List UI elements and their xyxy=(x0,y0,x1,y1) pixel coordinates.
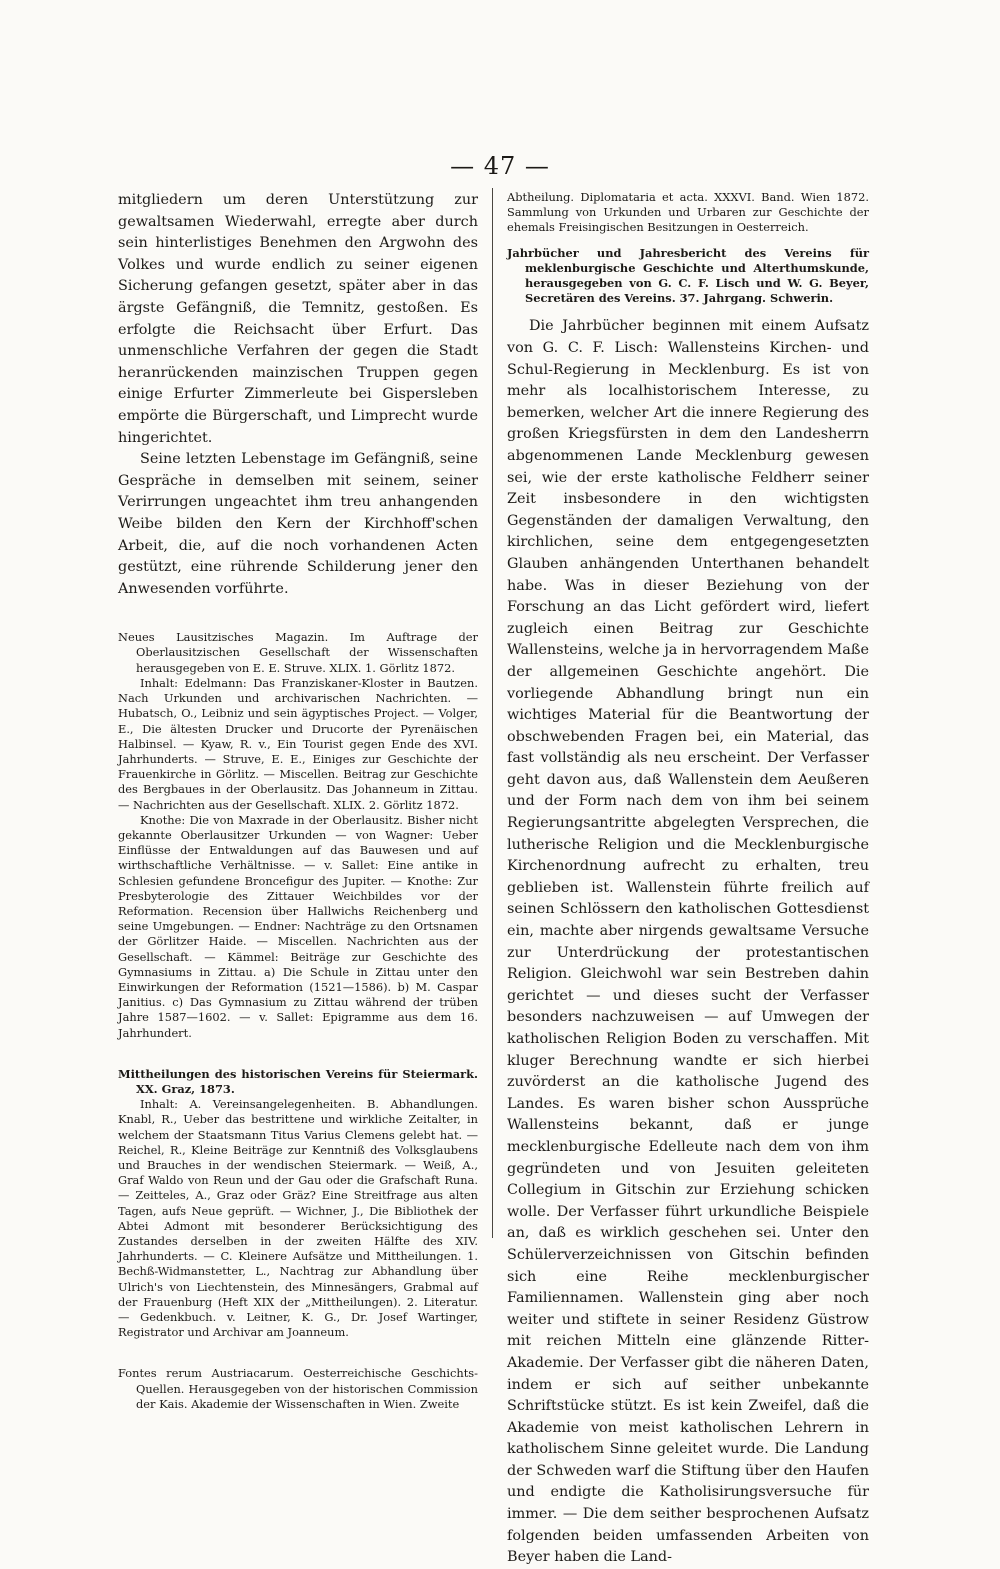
column-divider xyxy=(492,188,493,1238)
spacer xyxy=(118,1041,478,1067)
entry-title-meklenburg: Jahrbücher und Jahresbericht des Vereins für meklenburgische Geschichte und Alterthumskunde, herausgegeben von G. C. F. Lisch und W. G. Beyer, Secretären des Vereins. 37. Jahrgang. Schwerin. xyxy=(507,245,869,306)
spacer xyxy=(507,236,869,246)
entry-fontes-continued: Abtheilung. Diplomataria et acta. XXXVI. Band. Wien 1872. Sammlung von Urkunden und Urbaren zur Geschichte der ehemals Freisingischen Besitzungen in Oesterreich. xyxy=(507,190,869,235)
left-paragraph-1: mitgliedern um deren Unterstützung zur gewaltsamen Wiederwahl, erregte aber durch sein hinterlistiges Benehmen den Argwohn des Volkes und wurde endlich zu seiner eigenen Sicherung gefangen gesetzt, später aber in das ärgste Gefängniß, die Temnitz, gestoßen. Es erfolgte die Reichsacht über Erfurt. Das unmenschliche Verfahren der gegen die Stadt heranrückenden mainzischen Truppen gegen einige Erfurter Zimmerleute bei Gispersleben empörte die Bürgerschaft, und Limprecht wurde hingerichtet. xyxy=(118,192,478,446)
spacer xyxy=(118,600,478,630)
entry-content-lausitz-1: Inhalt: Edelmann: Das Franziskaner-Kloster in Bautzen. Nach Urkunden und archivarischen Nachrichten. — Hubatsch, O., Leibniz und sein ägyptisches Project. — Volger, E., Die ältesten Drucker und Drucorte der Pyrenäischen Halbinsel. — Kyaw, R. v., Ein Tourist gegen Ende des XVI. Jahrhunderts. — Struve, E. E., Einiges zur Geschichte der Frauenkirche in Görlitz. — Miscellen. Beitrag zur Geschichte des Bergbaues in der Oberlausitz. Das Johanneum in Zittau. — Nachrichten aus der Gesellschaft. XLIX. 2. Görlitz 1872. xyxy=(118,675,478,812)
left-column xyxy=(118,190,478,1411)
entry-content-lausitz-2: Knothe: Die von Maxrade in der Oberlausitz. Bisher nicht gekannte Oberlausitzer Urkunden — von Wagner: Ueber Einflüsse der Entwaldungen auf das Bauwesen und auf wirthschaftliche Verhältnisse. — v. Sallet: Eine antike in Schlesien gefundene Broncefigur des Jupiter. — Knothe: Zur Presbyterologie des Zittauer Weichbildes vor der Reformation. Recension über Hallwichs Reichenberg und seine Umgebungen. — Endner: Nachträge zu den Ortsnamen der Görlitzer Haide. — Miscellen. Nachrichten aus der Gesellschaft. — Kämmel: Beiträge zur Geschichte des Gymnasiums in Zittau. a) Die Schule in Zittau unter den Einwirkungen der Reformation (1521—1586). b) M. Caspar Janitius. c) Das Gymnasium zu Zittau während der trüben Jahre 1587—1602. — v. Sallet: Epigramme aus dem 16. Jahrhundert. xyxy=(118,812,478,1040)
page-number: — 47 — xyxy=(450,152,550,180)
entry-title-steiermark: Mittheilungen des historischen Vereins für Steiermark. XX. Graz, 1873. xyxy=(118,1066,478,1096)
spacer xyxy=(507,306,869,316)
spacer xyxy=(118,1340,478,1366)
entry-title-fontes: Fontes rerum Austriacarum. Oesterreichische Geschichts-Quellen. Herausgegeben von der historischen Commission der Kais. Akademie der Wissenschaften in Wien. Zweite xyxy=(118,1366,478,1411)
right-paragraph-1: Die Jahrbücher beginnen mit einem Aufsatz von G. C. F. Lisch: Wallensteins Kirchen- und Schul-Regierung in Mecklenburg. Es ist von mehr als localhistorischem Interesse, zu bemerken, welcher Art die innere Regierung des großen Kriegsfürsten in dem den Landesherrn abgenommenen Lande Mecklenburg gewesen sei, wie der erste katholische Feldherr seiner Zeit insbesondere in den wichtigsten Gegenständen der damaligen Verwaltung, den kirchlichen, seine dem entgegengesetzten Glauben anhängenden Unterthanen behandelt habe. Was in dieser Beziehung von der Forschung an das Licht gefördert wird, liefert zugleich einen Beitrag zur Geschichte Wallensteins, welche ja in hervorragendem Maße der allgemeinen Geschichte angehört. Die vorliegende Abhandlung bringt nun ein wichtiges Material für die Beantwortung der obschwebenden Fragen bei, ein Material, das fast vollständig als neu erscheint. Der Verfasser geht davon aus, daß Wallenstein dem Aeußeren und der Form nach dem von ihm bei seinem Regierungsantritte abgelegten Versprechen, die lutherische Religion und die Mecklenburgische Kirchenordnung aufrecht zu erhalten, treu geblieben ist. Wallenstein führte freilich auf seinen Schlössern den katholischen Gottesdienst ein, machte aber nirgends gewaltsame Versuche zur Unterdrückung der protestantischen Religion. Gleichwohl war sein Bestreben dahin gerichtet — und dieses sucht der Verfasser besonders nachzuweisen — auf Umwegen der katholischen Religion Boden zu verschaffen. Mit kluger Berechnung wandte er sich hierbei zuvörderst an die katholische Jugend des Landes. Es waren bisher schon Aussprüche Wallensteins bekannt, daß er junge mecklenburgische Edelleute nach dem von ihm gegründeten und von Jesuiten geleiteten Collegium in Gitschin zur Erziehung schicken wolle. Der Verfasser führt urkundliche Beispiele an, daß es wirklich geschehen sei. Unter den Schülerverzeichnissen von Gitschin befinden sich eine Reihe mecklenburgischer Familiennamen. Wallenstein ging aber noch weiter und stiftete in seiner Residenz Güstrow mit reichen Mitteln eine glänzende Ritter-Akademie. Der Verfasser gibt die näheren Daten, indem er sich auf seither unbekannte Schriftstücke stützt. Es ist kein Zweifel, daß die Akademie von meist katholischen Lehrern in katholischem Sinne geleitet wurde. Die Landung der Schweden warf die Stiftung über den Haufen und endigte die Katholisirungsversuche für immer. — Die dem seither besprochenen Aufsatz folgenden beiden umfassenden Arbeiten von Beyer haben die Land- xyxy=(507,318,869,1566)
left-paragraph-2: Seine letzten Lebenstage im Gefängniß, seine Gespräche in demselben mit seinem, seiner Verirrungen ungeachtet ihm treu anhangenden Weibe bilden den Kern der Kirchhoff'schen Arbeit, die, auf die noch vorhandenen Acten gestützt, eine rührende Schilderung jener den Anwesenden vorführte. xyxy=(118,451,478,597)
entry-title-lausitz: Neues Lausitzisches Magazin. Im Auftrage der Oberlausitzischen Gesellschaft der Wissenschaften herausgegeben von E. E. Struve. XLIX. 1. Görlitz 1872. xyxy=(118,630,478,675)
right-column xyxy=(507,190,869,1566)
entry-content-steiermark: Inhalt: A. Vereinsangelegenheiten. B. Abhandlungen. Knabl, R., Ueber das bestrittene und wirkliche Zeitalter, in welchem der Staatsmann Titus Varius Clemens gelebt hat. — Reichel, R., Kleine Beiträge zur Kenntniß des Volksglaubens und Brauches in der wendischen Steiermark. — Weiß, A., Graf Waldo von Reun und der Gau oder die Grafschaft Runa. — Zeitteles, A., Graz oder Gräz? Eine Streitfrage aus alten Tagen, aufs Neue geprüft. — Wichner, J., Die Bibliothek der Abtei Admont mit besonderer Berücksichtigung des Zustandes derselben in der zweiten Hälfte des XIV. Jahrhunderts. — C. Kleinere Aufsätze und Mittheilungen. 1. Bechß-Widmanstetter, L., Nachtrag zur Abhandlung über Ulrich's von Liechtenstein, des Minnesängers, Grabmal auf der Frauenburg (Heft XIX der „Mittheilungen). 2. Literatur. — Gedenkbuch. v. Leitner, K. G., Dr. Josef Wartinger, Registrator und Archivar am Joanneum. xyxy=(118,1097,478,1340)
